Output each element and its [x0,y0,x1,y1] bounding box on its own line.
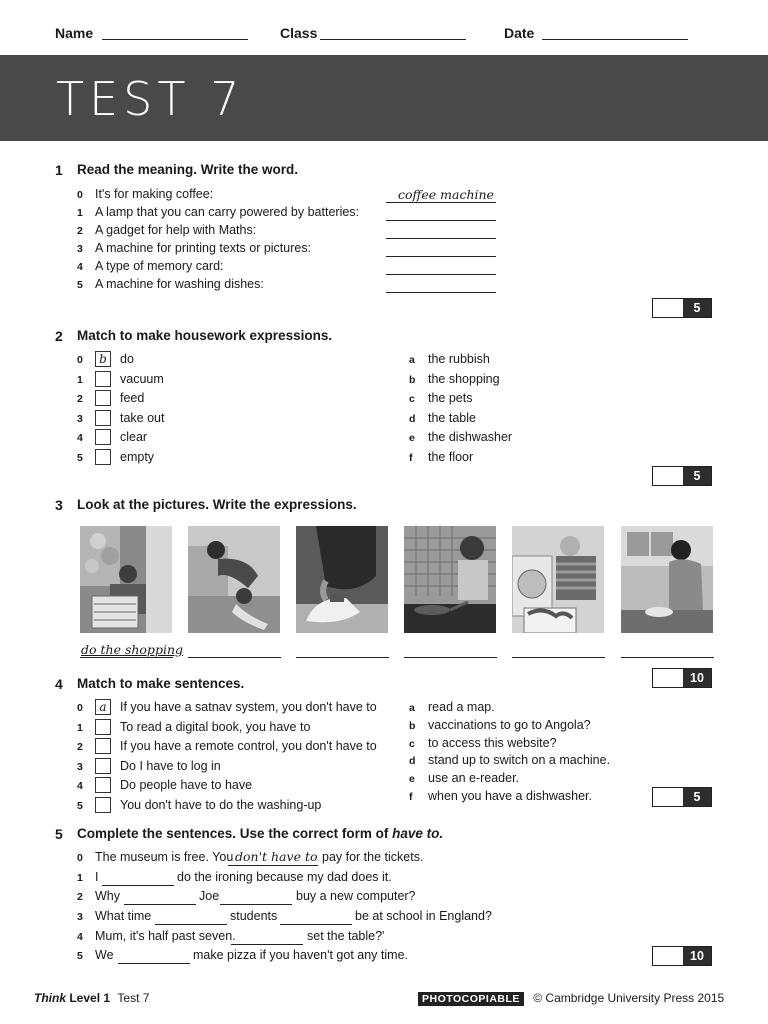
q4-option-letter: e [409,773,415,786]
q5-s1-text-b: do the ironing because my dad does it. [177,870,392,884]
q5-s3-blank-2[interactable] [280,923,352,925]
q1-answer-line[interactable] [386,219,496,221]
q5-s2-blank-2[interactable] [220,903,292,905]
q2-answer-box[interactable]: b [95,351,111,367]
q1-item-text: A type of memory card: [95,259,224,273]
class-label: Class [280,25,318,41]
q1-answer: coffee machine [398,187,494,202]
q4-item-text: Do I have to log in [120,758,221,773]
q5-score-box [652,946,712,966]
q5-s0-text-a: The museum is free. You [95,850,234,864]
q2-option-text: the pets [428,391,473,406]
q2-option-text: the table [428,410,476,425]
q1-item-text: It's for making coffee: [95,187,214,201]
q4-option-text: stand up to switch on a machine. [428,753,611,768]
q4-option-text: to access this website? [428,735,557,750]
q2-option-letter: d [409,412,416,425]
q2-title: Match to make housework expressions. [77,328,333,343]
q3-answer-line[interactable] [621,656,714,658]
q2-item-text: do [120,352,134,366]
q5-s0-number: 0 [77,852,83,864]
q5-s5-text-b: make pizza if you haven't got any time. [193,948,408,962]
q5-s0-text-b: pay for the tickets. [322,850,424,864]
q4-answer-box[interactable] [95,777,111,793]
q2-option-letter: a [409,354,415,366]
q5-s3-text-a: What time [95,909,152,923]
q3-answer-line[interactable] [296,656,389,658]
q3-score: 10 [683,669,711,687]
q5-s3-blank-1[interactable] [155,923,227,925]
q2-option-text: the floor [428,450,474,464]
q3-number: 3 [55,497,63,513]
q1-item-number: 3 [77,243,83,255]
q2-item-text: empty [120,450,155,464]
q1-item-text: A gadget for help with Maths: [95,223,257,237]
q1-item-text: A lamp that you can carry powered by batteries: [95,205,360,219]
q2-answer-box[interactable] [95,449,111,465]
q2-item-text: vacuum [120,371,164,386]
q2-item-text: feed [120,391,145,406]
footer-right [418,991,724,1005]
q4-item-number: 2 [77,741,83,754]
q2-option-text: the shopping [428,371,500,386]
q4-answer-box[interactable] [95,738,111,754]
q1-answer-line[interactable] [386,255,496,257]
name-label: Name [55,25,94,41]
photo-cooking [404,526,496,633]
footer-copyright: © Cambridge University Press 2015 [533,991,725,1005]
q4-item-number: 0 [77,702,83,714]
q1-item-number: 0 [77,189,83,201]
q5-s4-text-a: Mum, it's half past seven. [95,929,236,943]
q5-number: 5 [55,826,63,842]
q5-title [77,826,443,841]
q4-option-letter: a [409,702,415,714]
q4-option-letter: f [409,791,413,803]
q2-item-text: clear [120,430,148,445]
photo-washing-machine [512,526,604,633]
q2-item-number: 5 [77,452,83,464]
q4-answer-box[interactable]: a [95,699,111,715]
q5-s4-text-b: set the table?' [307,929,385,943]
q5-s2-text-a: Why [95,889,120,903]
q2-item-text: take out [120,410,165,425]
photo-washing-dishes [621,526,713,633]
q1-score-box [652,298,712,318]
q2-item-number: 0 [77,354,83,366]
q1-answer-line[interactable] [386,291,496,293]
q1-answer-line[interactable] [386,273,496,275]
q2-item-number: 3 [77,412,83,425]
q4-score: 5 [683,788,711,806]
q4-item-text: Do people have to have [120,778,253,793]
q2-answer-box[interactable] [95,371,111,387]
q2-number: 2 [55,328,63,344]
q5-s1-blank[interactable] [102,884,174,886]
q4-title: Match to make sentences. [77,676,245,691]
q5-s3-number: 3 [77,911,83,923]
q4-answer-box[interactable] [95,719,111,735]
q2-score: 5 [683,467,711,485]
q3-answer-line[interactable] [188,656,281,658]
q1-item-number: 4 [77,261,83,273]
q4-number: 4 [55,676,63,692]
q2-option-letter: c [409,393,415,406]
q1-item-text: A machine for washing dishes: [95,277,264,291]
q5-s2-blank-1[interactable] [124,903,196,905]
footer-brand: Think [34,991,66,1005]
q4-score-box [652,787,712,807]
q4-item-number: 4 [77,780,83,793]
q5-s3-text-b: students [230,909,278,923]
q5-title-text: Complete the sentences. Use the correct form of [77,826,393,841]
footer-test: Test 7 [117,991,150,1005]
q4-item-number: 5 [77,800,83,812]
photo-vacuum [188,526,280,633]
q4-option-text: use an e-reader. [428,771,520,786]
photocopiable-badge: PHOTOCOPIABLE [418,992,524,1006]
photo-ironing [296,526,388,633]
q1-number: 1 [55,162,63,178]
q4-item-number: 3 [77,760,83,773]
q4-answer-box[interactable] [95,797,111,813]
q4-option-letter: c [409,737,415,750]
q4-option-letter: d [409,755,416,768]
q1-score: 5 [683,299,711,317]
q4-answer-box[interactable] [95,758,111,774]
q2-option-text: the rubbish [428,352,490,366]
q3-score-box [652,668,712,688]
q5-s5-text-a: We [95,948,114,962]
q5-s2-number: 2 [77,891,83,903]
q3-answer-line[interactable] [512,656,605,658]
q5-s4-number: 4 [77,931,83,943]
q5-score: 10 [683,947,711,965]
q1-answer-line[interactable] [386,237,496,239]
q5-s4-blank[interactable] [231,943,303,945]
page-title: TEST 7 [56,72,245,126]
q3-title: Look at the pictures. Write the expressions. [77,497,357,512]
q4-item-text: If you have a remote control, you don't have to [120,739,377,754]
date-field[interactable] [542,38,688,40]
q4-item-text: To read a digital book, you have to [120,719,311,734]
q2-option-letter: e [409,432,415,445]
q1-title: Read the meaning. Write the word. [77,162,299,177]
q2-answer-box[interactable] [95,429,111,445]
q2-answer-box[interactable] [95,410,111,426]
q4-option-text: when you have a dishwasher. [428,789,592,803]
q5-s5-blank[interactable] [118,962,190,964]
q2-item-number: 4 [77,432,83,445]
q1-item-number: 5 [77,279,83,291]
footer-left [34,991,149,1005]
q4-option-text: vaccinations to go to Angola? [428,717,591,732]
q5-title-emphasis: have to. [392,826,444,841]
q4-option-text: read a map. [428,700,495,714]
q2-item-number: 2 [77,393,83,406]
q2-item-number: 1 [77,373,83,386]
q5-s0-blank[interactable] [228,864,318,866]
q2-option-text: the dishwasher [428,430,513,445]
q5-s1-number: 1 [77,872,83,884]
q1-item-text: A machine for printing texts or pictures: [95,241,312,255]
q2-answer-box[interactable] [95,390,111,406]
q5-s0-answer: don't have to [235,849,318,864]
q3-answer-line[interactable] [404,656,497,658]
q4-item-number: 1 [77,721,83,734]
q1-item-number: 2 [77,225,83,237]
q5-s1-text-a: I [95,870,99,884]
class-field[interactable] [320,38,466,40]
q1-item-number: 1 [77,207,83,219]
q4-option-letter: b [409,719,416,732]
name-field[interactable] [102,38,248,40]
q5-s5-number: 5 [77,950,83,962]
q2-option-letter: f [409,452,413,464]
q5-s2-text-b: Joe [199,889,220,903]
q3-answer: do the shopping [81,642,183,657]
footer-level: Level 1 [69,991,111,1005]
q2-option-letter: b [409,373,416,386]
q4-item-text: You don't have to do the washing-up [120,798,322,812]
q5-s3-text-c: be at school in England? [355,909,492,923]
q2-score-box [652,466,712,486]
date-label: Date [504,25,535,41]
q4-item-text: If you have a satnav system, you don't have to [120,700,377,714]
photo-shopping [80,526,172,633]
q5-s2-text-c: buy a new computer? [296,889,416,903]
